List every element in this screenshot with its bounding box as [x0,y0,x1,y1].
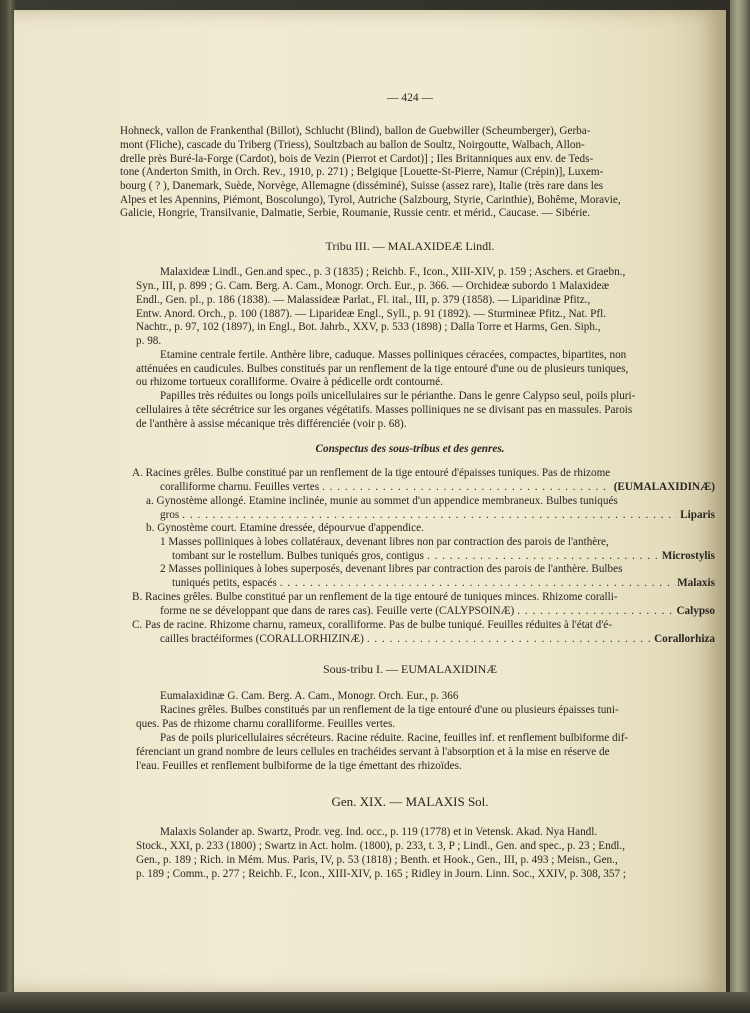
text-line: mont (Fliche), cascade du Triberg (Triess), Soultzbach au ballon de Soultz, Noirgoutte, Walbach, Allon- [120,139,585,151]
dot-leader [182,509,677,523]
key-text: coralliforme charnu. Feuilles vertes [160,481,320,493]
text-line: férenciant un grand nombre de leurs cellules en trachéides servant à l'absorption et à la mise en réserve de [136,746,610,758]
key-taxon: Liparis [680,509,715,521]
text-line: Galicie, Hongrie, Transilvanie, Dalmatie, Serbie, Roumanie, Russie centr. et mérid., Caucase. — Sibérie. [120,207,591,219]
key-text: cailles bractéiformes (CORALLORHIZINÆ) [160,633,364,645]
text-line: Racines grêles. Bulbes constitués par un renflement de la tige entouré d'une ou plusieurs épaisses tuni- [160,704,619,716]
conspectus-heading: Conspectus des sous-tribus et des genres. [315,443,505,455]
key-line [160,481,715,495]
key-line [172,550,715,564]
text-line: l'eau. Feuilles et renflement bulbiforme de la tige émettant des rhizoïdes. [136,760,462,772]
book-spine [730,0,750,1013]
text-line: p. 98. [136,335,162,347]
key-line [160,509,715,523]
text-line: Etamine centrale fertile. Anthère libre, caduque. Masses polliniques céracées, compactes, bipartites, non [160,349,627,361]
key-taxon: (EUMALAXIDINÆ) [613,481,715,493]
key-line [172,577,715,591]
text-line: drelle près Buré-la-Forge (Cardot), bois de Vezin (Pierrot et Cardot)] ; Iles Britanniques aux env. de Teds- [120,153,594,165]
text-line: Malaxis Solander ap. Swartz, Prodr. veg. Ind. occ., p. 119 (1778) et in Vetensk. Akad. Nya Handl. [160,826,598,838]
text-line: Entw. Anord. Orch., p. 100 (1887). — Liparideæ Engl., Syll., p. 91 (1892). — Sturmineæ Pfitz., Nat. Pfl. [136,308,607,320]
text-line: ou rhizome tortueux coralliforme. Ovaire à pédicelle ordt contourné. [136,376,443,388]
text-line: Stock., XXI, p. 233 (1800) ; Swartz in Act. holm. (1800), p. 233, t. 3, P ; Lindl., Gen. and spec., p. 23 ; Endl., [136,840,625,852]
text-line: Pas de poils pluricellulaires sécréteurs. Racine réduite. Racine, feuilles inf. et renflement bulbiforme dif- [160,732,629,744]
key-text: forme ne se développant que dans de rares cas). Feuille verte (CALYPSOINÆ) [160,605,515,617]
tribe-heading: Tribu III. — MALAXIDEÆ Lindl. [325,239,495,253]
text-line: Eumalaxidinæ G. Cam. Berg. A. Cam., Monogr. Orch. Eur., p. 366 [160,690,459,702]
text-line: de l'anthère à assise mécanique très différenciée (voir p. 68). [136,418,407,430]
text-line: Malaxideæ Lindl., Gen.and spec., p. 3 (1835) ; Reichb. F., Icon., XIII-XIV, p. 159 ; Aschers. et Graebn., [160,266,626,278]
text-line: Endl., Gen. pl., p. 186 (1838). — Malassideæ Parlat., Fl. ital., III, p. 379 (1858). — Liparidinæ Pfitz., [136,294,591,306]
subtribe-heading: Sous-tribu I. — EUMALAXIDINÆ [323,662,497,676]
key-line [160,605,715,619]
key-taxon: Corallorhiza [654,633,715,645]
text-line: cellulaires à tête sécrétrice sur les organes végétatifs. Masses polliniques ne se divisant pas en massules. Parois [136,404,633,416]
text-line: Nachtr., p. 97, 102 (1897), in Engl., Bot. Jahrb., XXV, p. 533 (1898) ; Dalla Torre et Harms, Gen. Siph., [136,321,601,333]
key-taxon: Calypso [676,605,715,617]
dot-leader [427,550,659,564]
key-taxon: Malaxis [677,577,715,589]
book-bottom-edge [0,992,750,1013]
key-line: A. Racines grêles. Bulbe constitué par un renflement de la tige entouré d'épaisses tuniques. Pas de rhizome [132,467,611,479]
text-line: Syn., III, p. 899 ; G. Cam. Berg. A. Cam., Monogr. Orch. Eur., p. 366. — Orchideæ subordo 1 Malaxideæ [136,280,610,292]
key-line: 1 Masses polliniques à lobes collatéraux, devenant libres non par contraction des parois de l'anthère, [160,536,609,548]
key-line: a. Gynostème allongé. Etamine inclinée, munie au sommet d'un appendice membraneux. Bulbes tuniqués [146,495,618,507]
dot-leader [322,481,611,495]
key-text: tuniqués petits, espacés [172,577,277,589]
text-line: p. 189 ; Comm., p. 277 ; Reichb. F., Icon., XIII-XIV, p. 165 ; Ridley in Journ. Linn. Soc., XXIV, p. 308, 357 ; [136,868,626,880]
key-line [160,633,715,647]
key-line: C. Pas de racine. Rhizome charnu, rameux, coralliforme. Pas de bulbe tuniqué. Feuilles réduites à l'état d'é- [132,619,612,631]
text-line: Hohneck, vallon de Frankenthal (Billot), Schlucht (Blind), ballon de Guebwiller (Scheumberger), Gerba- [120,125,591,137]
dot-leader [367,633,651,647]
text-line: atténuées en caudicules. Bulbes constitués par un renflement de la tige entouré d'une ou de plusieurs tuniques, [136,363,629,375]
key-line: B. Racines grêles. Bulbe constitué par un renflement de la tige entouré de tuniques minces. Rhizome coralli- [132,591,618,603]
dot-leader [280,577,674,591]
text-line: ques. Pas de rhizome charnu coralliforme. Feuilles vertes. [136,718,396,730]
text-line: Alpes et les Apennins, Piémont, Boscolungo), Tyrol, Autriche (Salzbourg, Styrie, Carinthie), Bohême, Moravie, [120,194,621,206]
key-text: tombant sur le rostellum. Bulbes tuniqués gros, contigus [172,550,425,562]
key-line: 2 Masses polliniques à lobes superposés, devenant libres par contraction des parois de l'anthère. Bulbes [160,563,623,575]
key-text: gros [160,509,180,521]
text-line: Gen., p. 189 ; Rich. in Mém. Mus. Paris, IV, p. 53 (1818) ; Benth. et Hook., Gen., III, p. 493 ; Meisn., Gen., [136,854,618,866]
key-line: b. Gynostème court. Etamine dressée, dépourvue d'appendice. [146,522,424,534]
key-taxon: Microstylis [661,550,715,562]
genus-heading: Gen. XIX. — MALAXIS Sol. [331,794,489,809]
text-line: Papilles très réduites ou longs poils unicellulaires sur le périanthe. Dans le genre Calypso seul, poils pluri- [160,390,636,402]
text-line: tone (Anderton Smith, in Orch. Rev., 1910, p. 271) ; Belgique [Louette-St-Pierre, Namur (Crépin)], Luxem- [120,166,604,178]
dot-leader [517,605,673,619]
page-number: — 424 — [387,92,433,104]
text-line: bourg ( ? ), Danemark, Suède, Norvège, Allemagne (disséminé), Suisse (assez rare), Italie (très rare dans les [120,180,604,192]
